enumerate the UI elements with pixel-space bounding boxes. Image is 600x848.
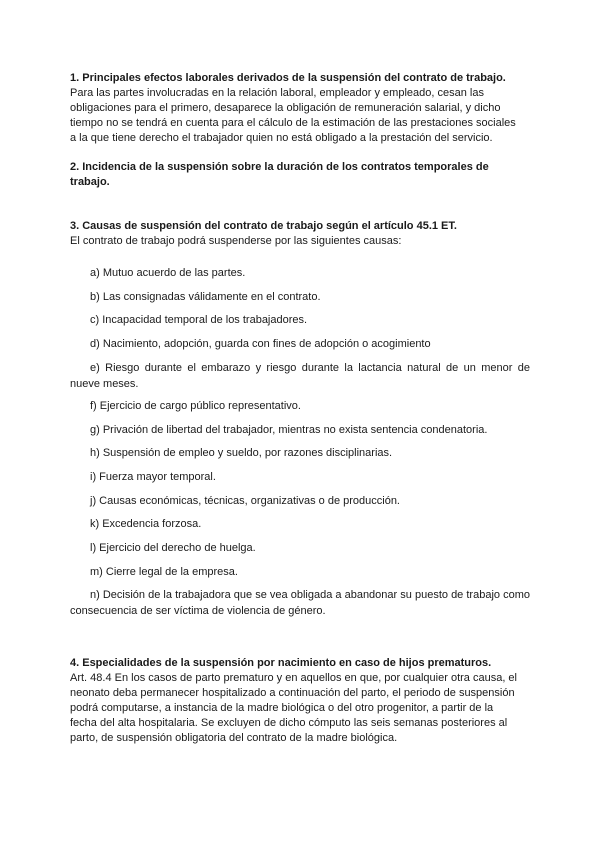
section-4-line: fecha del alta hospitalaria. Se excluyen de dicho cómputo las seis semanas posteriores al [70, 717, 508, 729]
list-item: g) Privación de libertad del trabajador, mientras no exista sentencia condenatoria. [90, 424, 488, 436]
section-1-line: tiempo no se tendrá en cuenta para el cálculo de la estimación de las prestaciones sociales [70, 117, 516, 129]
section-3-heading: 3. Causas de suspensión del contrato de trabajo según el artículo 45.1 ET. [70, 220, 457, 232]
list-item: c) Incapacidad temporal de los trabajadores. [90, 314, 308, 326]
list-item: d) Nacimiento, adopción, guarda con fines de adopción o acogimiento [90, 338, 431, 350]
list-item: m) Cierre legal de la empresa. [90, 566, 238, 578]
list-item: l) Ejercicio del derecho de huelga. [90, 542, 256, 554]
list-item: k) Excedencia forzosa. [90, 518, 202, 530]
section-4-heading: 4. Especialidades de la suspensión por nacimiento en caso de hijos prematuros. [70, 657, 492, 669]
list-item: i) Fuerza mayor temporal. [90, 471, 216, 483]
list-item: b) Las consignadas válidamente en el contrato. [90, 291, 321, 303]
list-item: a) Mutuo acuerdo de las partes. [90, 267, 246, 279]
section-1-line: Para las partes involucradas en la relación laboral, empleador y empleado, cesan las [70, 87, 484, 99]
section-3-intro: El contrato de trabajo podrá suspenderse por las siguientes causas: [70, 235, 402, 247]
section-2-heading: 2. Incidencia de la suspensión sobre la duración de los contratos temporales de [70, 161, 489, 173]
section-4-line: neonato deba permanecer hospitalizado a continuación del parto, el periodo de suspensión [70, 687, 515, 699]
list-item: j) Causas económicas, técnicas, organizativas o de producción. [90, 495, 400, 507]
list-item: f) Ejercicio de cargo público representativo. [90, 400, 301, 412]
section-4-line: Art. 48.4 En los casos de parto prematuro y en aquellos en que, por cualquier otra causa, el [70, 672, 517, 684]
list-item: h) Suspensión de empleo y sueldo, por razones disciplinarias. [90, 447, 393, 459]
section-1-line: a la que tiene derecho el trabajador quien no está obligado a la prestación del servicio. [70, 132, 493, 144]
list-item: e) Riesgo durante el embarazo y riesgo durante la lactancia natural de un menor de nueve meses. [70, 362, 530, 390]
section-4-line: podrá computarse, a instancia de la madre biológica o del otro progenitor, a partir de la [70, 702, 494, 714]
section-1-line: obligaciones para el primero, desaparece la obligación de remuneración salarial, y dicho [70, 102, 501, 114]
list-item: n) Decisión de la trabajadora que se vea obligada a abandonar su puesto de trabajo como consecuencia de ser víctima de violencia de género. [70, 589, 530, 617]
section-4-line: parto, de suspensión obligatoria del contrato de la madre biológica. [70, 732, 398, 744]
section-1-heading: 1. Principales efectos laborales derivados de la suspensión del contrato de trabajo. [70, 72, 506, 84]
section-2-heading: trabajo. [70, 176, 110, 188]
